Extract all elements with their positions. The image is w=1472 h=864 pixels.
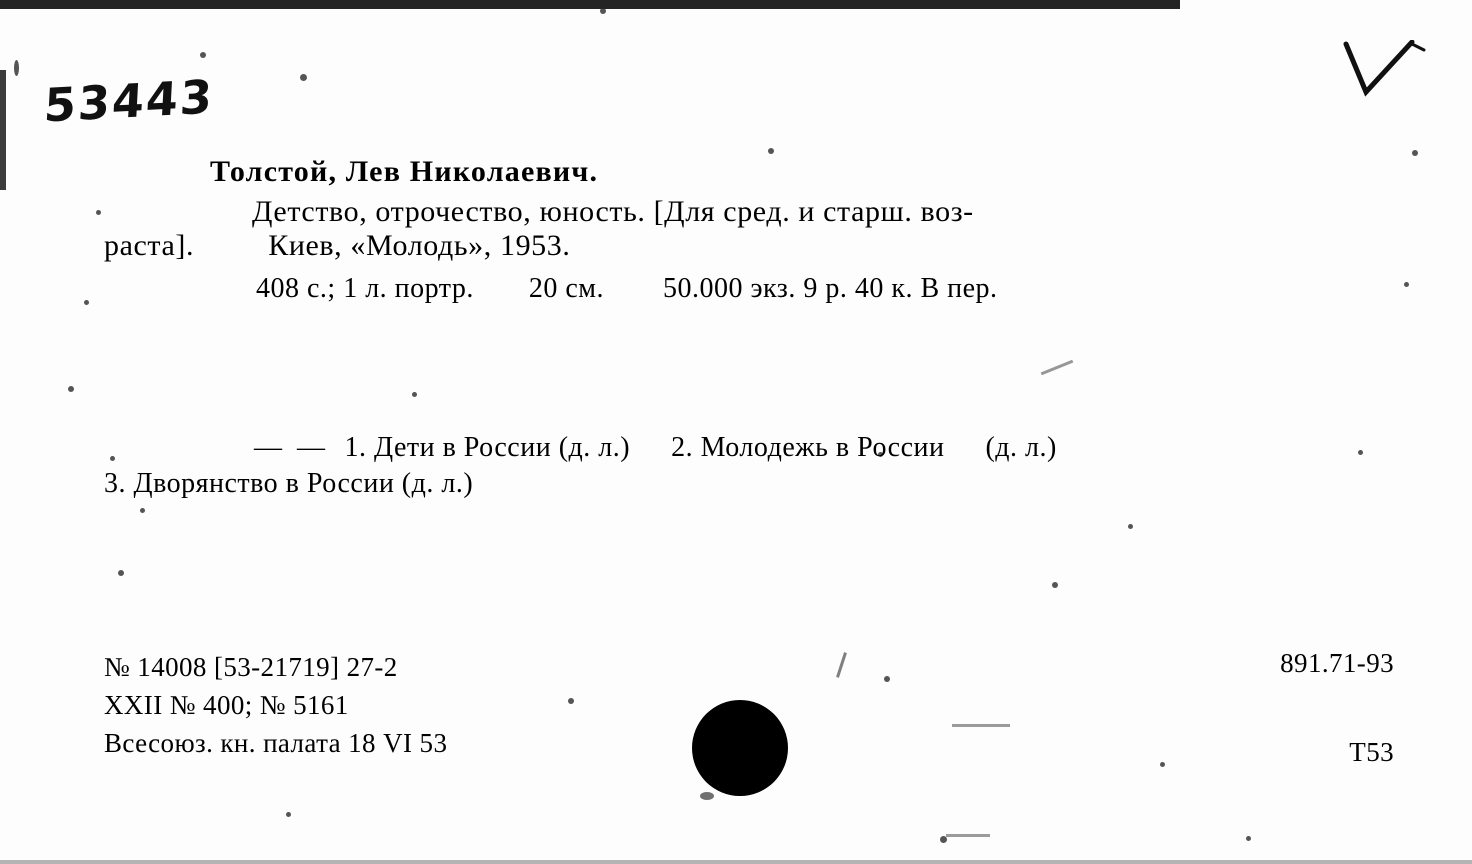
footer-line-2: XXII № 400; № 5161 bbox=[104, 690, 349, 720]
scan-speck bbox=[140, 508, 145, 513]
footer-classification bbox=[1280, 648, 1394, 768]
tracing-item-1: 1. Дети в России (д. л.) bbox=[344, 432, 631, 463]
footer-control-numbers bbox=[104, 648, 447, 762]
scan-edge-top-gap bbox=[1180, 0, 1472, 9]
scan-stray-mark bbox=[1041, 360, 1074, 376]
tracing-item-2: 2. Молодежь в России bbox=[671, 432, 945, 463]
tracing-dash: — — bbox=[254, 432, 329, 463]
tracings-line-1 bbox=[254, 432, 1404, 464]
physical-description bbox=[256, 273, 1384, 305]
scan-speck bbox=[1404, 282, 1409, 287]
scan-speck bbox=[1246, 836, 1251, 841]
title-statement-line-2 bbox=[104, 229, 1384, 263]
shelf-mark: Т53 bbox=[1349, 737, 1394, 767]
scan-speck bbox=[286, 812, 291, 817]
footer-line-1: № 14008 [53-21719] 27-2 bbox=[104, 652, 398, 682]
scan-speck bbox=[884, 676, 890, 682]
scan-speck bbox=[412, 392, 417, 397]
scan-speck bbox=[1052, 582, 1058, 588]
tracing-item-2-suffix: (д. л.) bbox=[985, 432, 1057, 463]
print-run-and-price: 50.000 экз. 9 р. 40 к. В пер. bbox=[663, 273, 998, 304]
scan-speck bbox=[768, 148, 774, 154]
scan-speck bbox=[84, 300, 89, 305]
scan-stray-dash bbox=[952, 724, 1010, 727]
call-number: 891.71-93 bbox=[1280, 648, 1394, 678]
scan-speck bbox=[14, 60, 19, 76]
ink-blob bbox=[692, 700, 788, 796]
footer-line-3: Всесоюз. кн. палата 18 VI 53 bbox=[104, 728, 448, 758]
scan-edge-left bbox=[0, 70, 6, 190]
tracing-item-3: 3. Дворянство в России (д. л.) bbox=[104, 468, 474, 499]
handwritten-accession-number: 53443 bbox=[42, 69, 216, 133]
scan-stray-slash bbox=[836, 652, 847, 678]
scan-speck bbox=[1160, 762, 1165, 767]
scan-speck bbox=[200, 52, 206, 58]
scan-speck bbox=[96, 210, 101, 215]
imprint-statement: Киев, «Молодь», 1953. bbox=[268, 229, 571, 262]
scan-speck bbox=[1128, 524, 1133, 529]
scan-speck bbox=[568, 698, 574, 704]
scan-edge-bottom bbox=[0, 860, 1472, 864]
check-mark-icon bbox=[1340, 40, 1430, 100]
subject-tracings bbox=[104, 432, 1404, 500]
scan-speck bbox=[1412, 150, 1418, 156]
dimensions: 20 см. bbox=[528, 273, 605, 304]
pagination: 408 с.; 1 л. портр. bbox=[256, 273, 474, 304]
title-continuation: раста]. bbox=[104, 229, 195, 262]
scan-speck bbox=[600, 8, 606, 14]
scan-speck bbox=[68, 386, 74, 392]
author-heading: Толстой, Лев Николаевич. bbox=[210, 155, 599, 188]
bibliographic-entry bbox=[104, 155, 1384, 305]
scan-stray-dash bbox=[946, 834, 990, 837]
title-statement-line-1: Детство, отрочество, юность. [Для сред. и старш. воз- bbox=[252, 195, 974, 228]
scan-speck bbox=[300, 74, 307, 81]
scan-speck bbox=[940, 836, 947, 843]
scan-speck bbox=[118, 570, 124, 576]
ink-blob-smudge bbox=[700, 792, 714, 800]
